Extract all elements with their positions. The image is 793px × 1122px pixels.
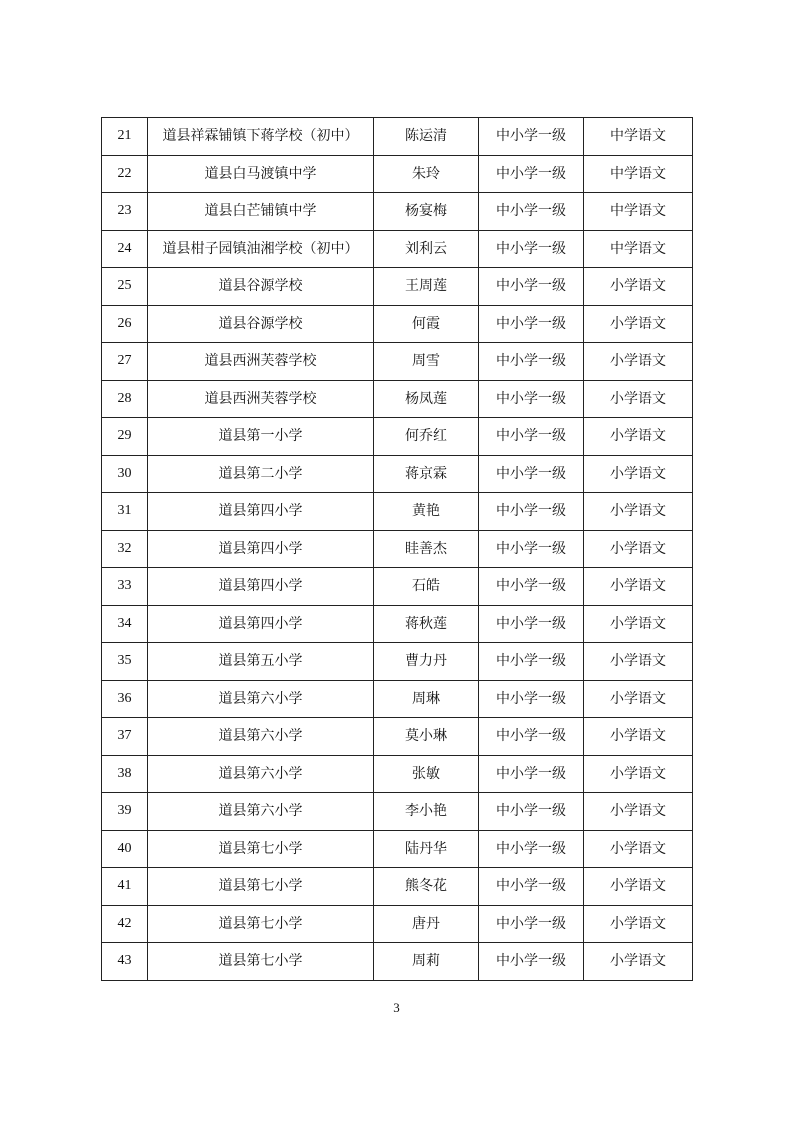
teacher-name-cell: 杨凤莲 [374,380,479,418]
table-row [102,155,693,193]
subject-cell: 小学语文 [584,680,693,718]
table-row [102,643,693,681]
row-number-cell: 40 [102,830,148,868]
table-row [102,943,693,981]
row-number-cell: 23 [102,193,148,231]
subject-cell: 小学语文 [584,605,693,643]
subject-cell: 中学语文 [584,230,693,268]
subject-cell: 小学语文 [584,493,693,531]
school-cell: 道县第一小学 [148,418,374,456]
table-row [102,230,693,268]
professional-title-cell: 中小学一级 [479,193,584,231]
table-row [102,193,693,231]
row-number-cell: 28 [102,380,148,418]
roster-table-body [102,118,693,981]
table-row [102,118,693,156]
row-number-cell: 27 [102,343,148,381]
school-cell: 道县第六小学 [148,793,374,831]
row-number-cell: 21 [102,118,148,156]
subject-cell: 中学语文 [584,118,693,156]
subject-cell: 小学语文 [584,643,693,681]
school-cell: 道县祥霖铺镇下蒋学校（初中） [148,118,374,156]
professional-title-cell: 中小学一级 [479,230,584,268]
row-number-cell: 33 [102,568,148,606]
professional-title-cell: 中小学一级 [479,155,584,193]
subject-cell: 小学语文 [584,380,693,418]
subject-cell: 小学语文 [584,830,693,868]
professional-title-cell: 中小学一级 [479,605,584,643]
page-number: 3 [393,1000,400,1015]
row-number-cell: 36 [102,680,148,718]
school-cell: 道县第四小学 [148,605,374,643]
teacher-name-cell: 刘利云 [374,230,479,268]
professional-title-cell: 中小学一级 [479,305,584,343]
row-number-cell: 26 [102,305,148,343]
professional-title-cell: 中小学一级 [479,530,584,568]
row-number-cell: 31 [102,493,148,531]
subject-cell: 小学语文 [584,530,693,568]
school-cell: 道县第五小学 [148,643,374,681]
subject-cell: 小学语文 [584,455,693,493]
teacher-name-cell: 周琳 [374,680,479,718]
school-cell: 道县第六小学 [148,755,374,793]
subject-cell: 中学语文 [584,193,693,231]
subject-cell: 小学语文 [584,305,693,343]
teacher-name-cell: 熊冬花 [374,868,479,906]
subject-cell: 中学语文 [584,155,693,193]
school-cell: 道县白芒铺镇中学 [148,193,374,231]
school-cell: 道县第七小学 [148,868,374,906]
school-cell: 道县西洲芙蓉学校 [148,380,374,418]
subject-cell: 小学语文 [584,905,693,943]
row-number-cell: 41 [102,868,148,906]
row-number-cell: 43 [102,943,148,981]
teacher-name-cell: 朱玲 [374,155,479,193]
row-number-cell: 30 [102,455,148,493]
school-cell: 道县第七小学 [148,830,374,868]
subject-cell: 小学语文 [584,793,693,831]
school-cell: 道县白马渡镇中学 [148,155,374,193]
row-number-cell: 37 [102,718,148,756]
row-number-cell: 22 [102,155,148,193]
teacher-name-cell: 唐丹 [374,905,479,943]
teacher-name-cell: 曹力丹 [374,643,479,681]
subject-cell: 小学语文 [584,418,693,456]
table-row [102,605,693,643]
table-row [102,568,693,606]
subject-cell: 小学语文 [584,718,693,756]
teacher-name-cell: 周莉 [374,943,479,981]
row-number-cell: 38 [102,755,148,793]
teacher-name-cell: 王周莲 [374,268,479,306]
school-cell: 道县第四小学 [148,530,374,568]
school-cell: 道县第四小学 [148,568,374,606]
teacher-name-cell: 蒋京霖 [374,455,479,493]
professional-title-cell: 中小学一级 [479,943,584,981]
school-cell: 道县西洲芙蓉学校 [148,343,374,381]
table-row [102,905,693,943]
professional-title-cell: 中小学一级 [479,905,584,943]
professional-title-cell: 中小学一级 [479,568,584,606]
professional-title-cell: 中小学一级 [479,830,584,868]
table-row [102,343,693,381]
professional-title-cell: 中小学一级 [479,380,584,418]
subject-cell: 小学语文 [584,943,693,981]
table-row [102,530,693,568]
teacher-name-cell: 陈运清 [374,118,479,156]
teacher-name-cell: 石皓 [374,568,479,606]
subject-cell: 小学语文 [584,268,693,306]
table-row [102,718,693,756]
subject-cell: 小学语文 [584,755,693,793]
professional-title-cell: 中小学一级 [479,793,584,831]
teacher-name-cell: 张敏 [374,755,479,793]
row-number-cell: 29 [102,418,148,456]
row-number-cell: 25 [102,268,148,306]
teacher-name-cell: 蒋秋莲 [374,605,479,643]
subject-cell: 小学语文 [584,343,693,381]
school-cell: 道县第七小学 [148,905,374,943]
professional-title-cell: 中小学一级 [479,118,584,156]
subject-cell: 小学语文 [584,868,693,906]
professional-title-cell: 中小学一级 [479,268,584,306]
table-row [102,830,693,868]
roster-table [101,117,693,981]
teacher-name-cell: 莫小琳 [374,718,479,756]
professional-title-cell: 中小学一级 [479,643,584,681]
table-row [102,493,693,531]
school-cell: 道县第二小学 [148,455,374,493]
teacher-name-cell: 陆丹华 [374,830,479,868]
table-row [102,305,693,343]
row-number-cell: 24 [102,230,148,268]
table-row [102,793,693,831]
row-number-cell: 39 [102,793,148,831]
row-number-cell: 32 [102,530,148,568]
professional-title-cell: 中小学一级 [479,455,584,493]
school-cell: 道县第七小学 [148,943,374,981]
teacher-name-cell: 黄艳 [374,493,479,531]
subject-cell: 小学语文 [584,568,693,606]
school-cell: 道县柑子园镇油湘学校（初中） [148,230,374,268]
school-cell: 道县第六小学 [148,718,374,756]
professional-title-cell: 中小学一级 [479,755,584,793]
school-cell: 道县谷源学校 [148,305,374,343]
school-cell: 道县第六小学 [148,680,374,718]
teacher-name-cell: 何霞 [374,305,479,343]
table-row [102,268,693,306]
teacher-name-cell: 眭善杰 [374,530,479,568]
teacher-name-cell: 李小艳 [374,793,479,831]
professional-title-cell: 中小学一级 [479,718,584,756]
teacher-name-cell: 何乔红 [374,418,479,456]
table-row [102,868,693,906]
school-cell: 道县第四小学 [148,493,374,531]
table-row [102,755,693,793]
table-row [102,380,693,418]
school-cell: 道县谷源学校 [148,268,374,306]
professional-title-cell: 中小学一级 [479,680,584,718]
professional-title-cell: 中小学一级 [479,343,584,381]
table-row [102,418,693,456]
professional-title-cell: 中小学一级 [479,418,584,456]
table-row [102,680,693,718]
professional-title-cell: 中小学一级 [479,493,584,531]
row-number-cell: 34 [102,605,148,643]
teacher-name-cell: 周雪 [374,343,479,381]
teacher-name-cell: 杨宴梅 [374,193,479,231]
table-row [102,455,693,493]
row-number-cell: 35 [102,643,148,681]
row-number-cell: 42 [102,905,148,943]
professional-title-cell: 中小学一级 [479,868,584,906]
